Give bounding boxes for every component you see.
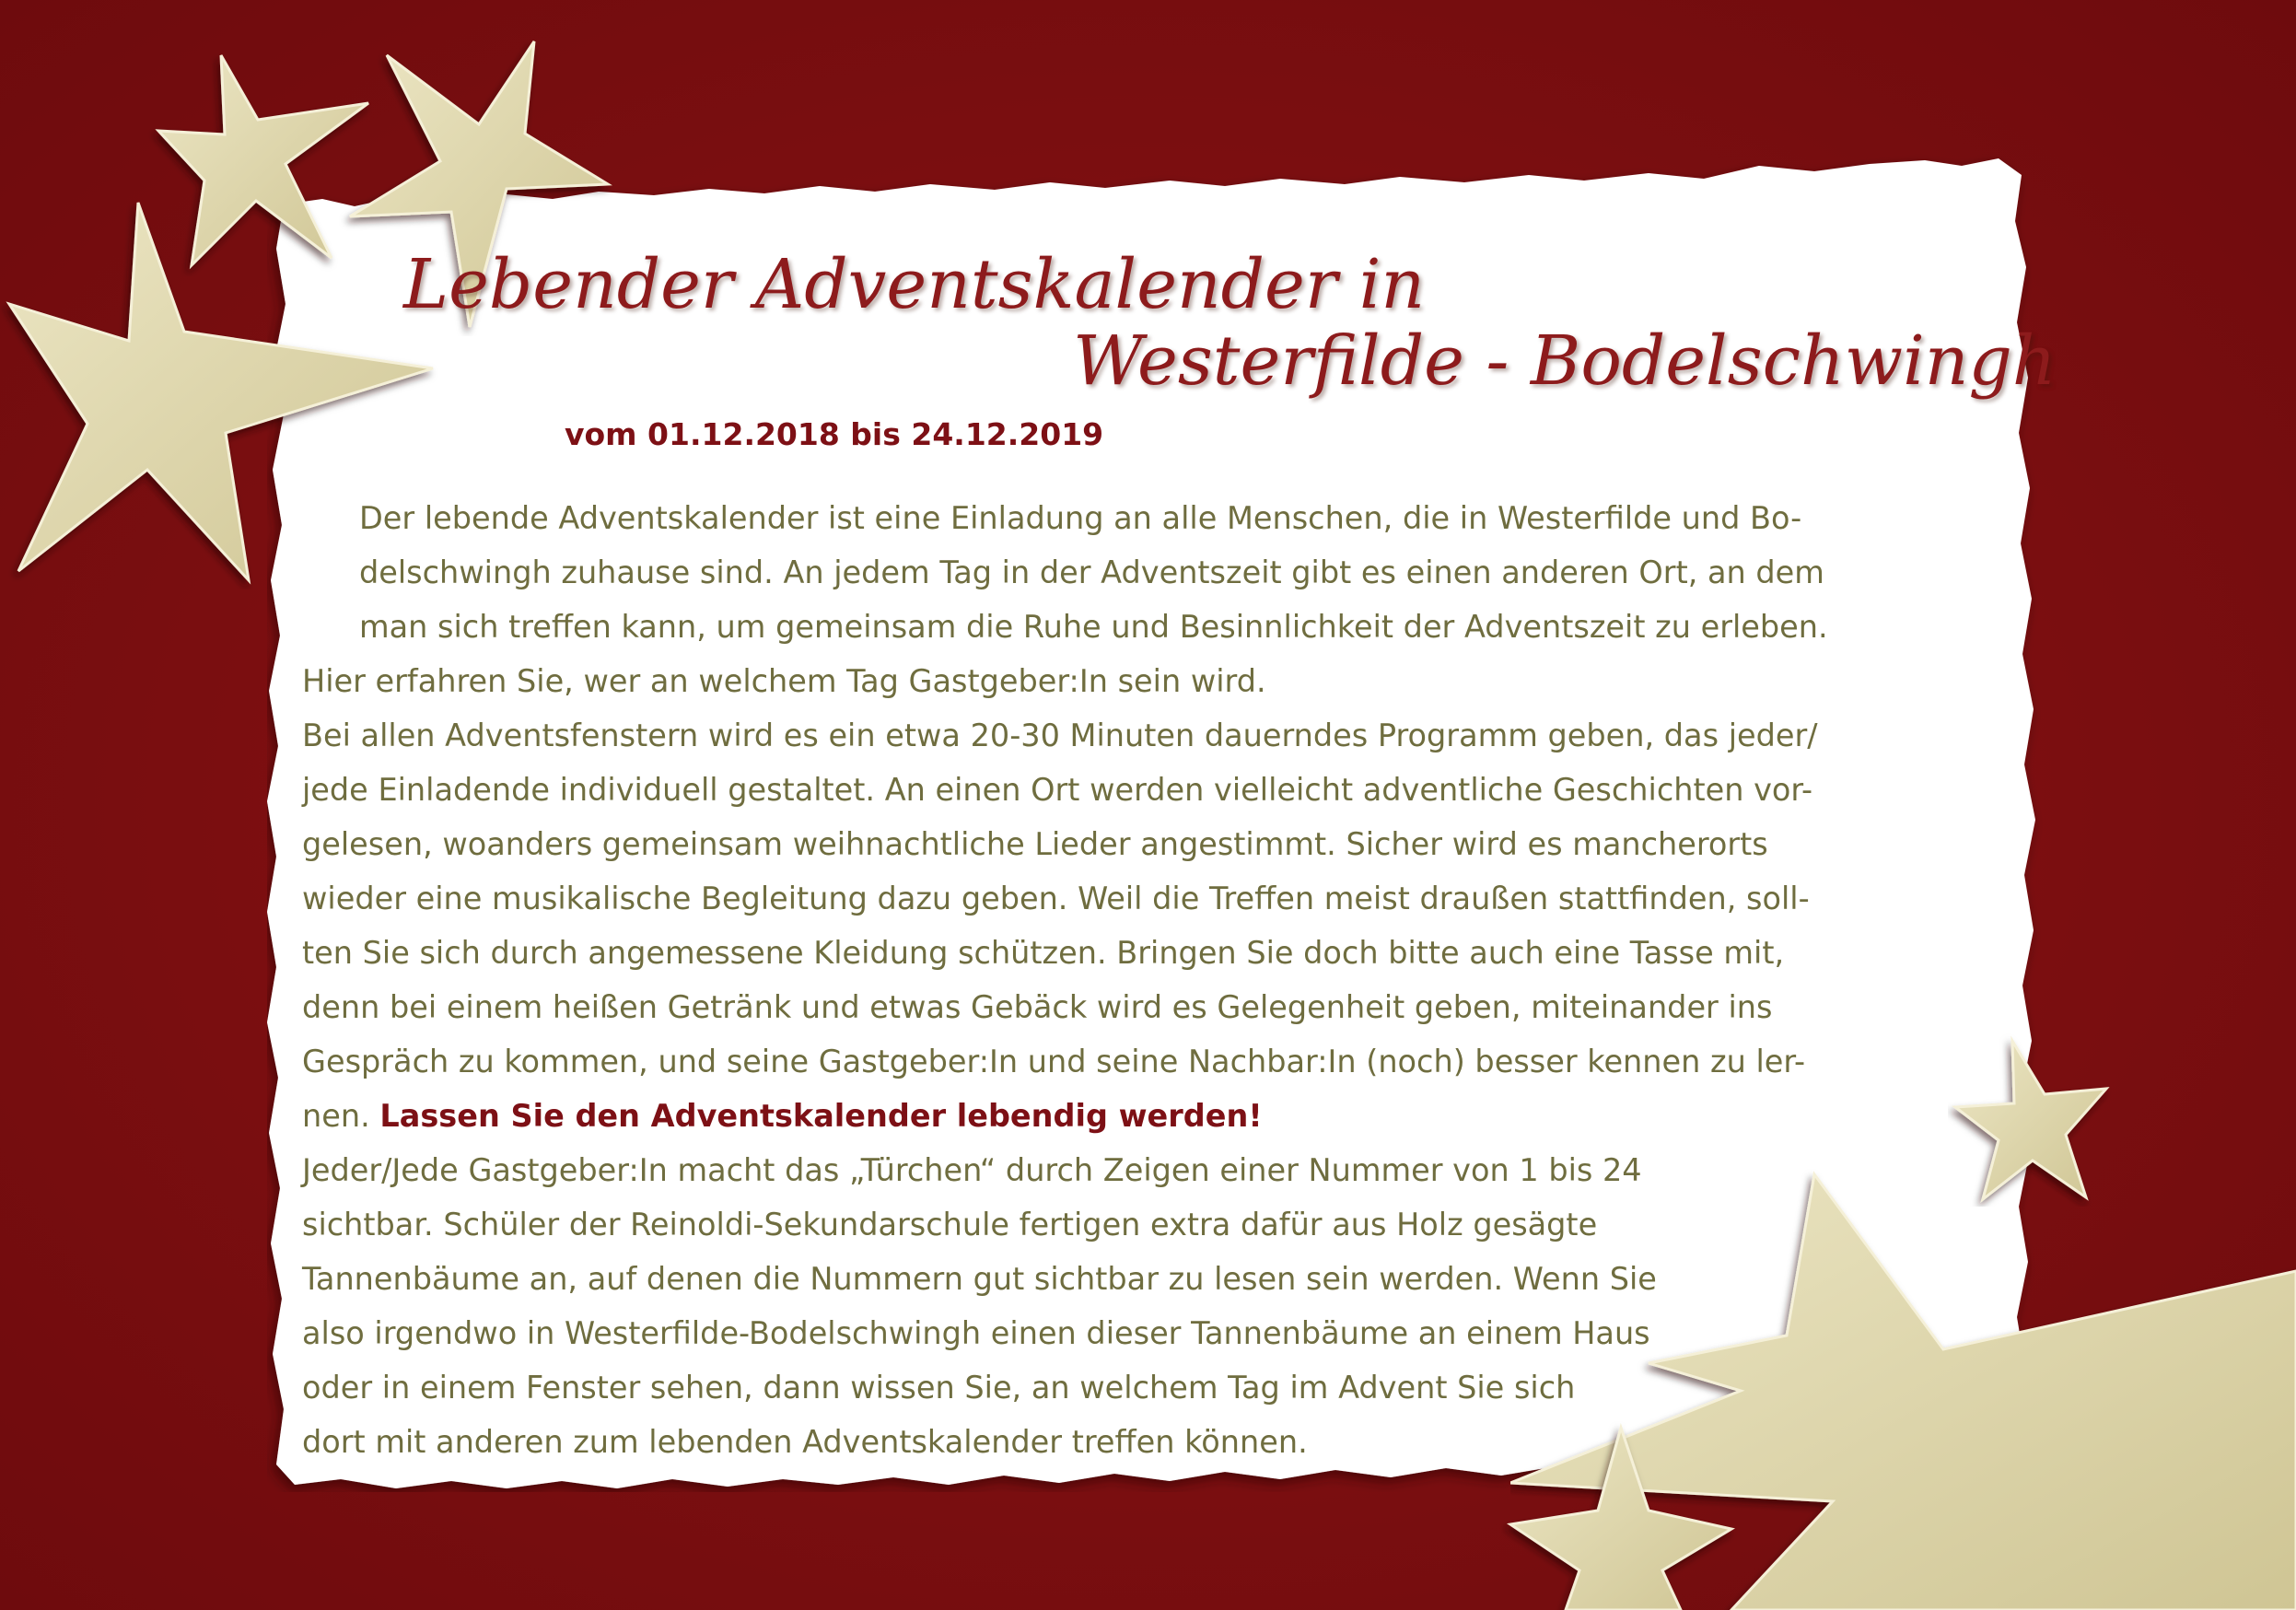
paragraph-line: denn bei einem heißen Getränk und etwas Gebäck wird es Gelegenheit geben, miteinander ins [302,989,1773,1025]
paragraph-line: oder in einem Fenster sehen, dann wissen Sie, an welchem Tag im Advent Sie sich [302,1370,1576,1406]
paragraph-line: Gespräch zu kommen, und seine Gastgeber:In und seine Nachbar:In (noch) besser kennen zu ler- [302,1044,1806,1079]
paragraph-line: Tannenbäume an, auf denen die Nummern gut sichtbar zu lesen sein werden. Wenn Sie [302,1261,1657,1297]
body-text [302,491,1987,1469]
paragraph-line: gelesen, woanders gemeinsam weihnachtliche Lieder angestimmt. Sicher wird es mancherorts [302,826,1768,862]
paragraph-line: also irgendwo in Westerfilde-Bodelschwingh einen dieser Tannenbäume an einem Haus [302,1315,1650,1351]
paragraph-line: Hier erfahren Sie, wer an welchem Tag Gastgeber:In sein wird. [302,663,1266,699]
highlight-line [302,1089,1987,1143]
title-line-1: Lebender Adventskalender in [403,245,1426,324]
title-line-2: Westerfilde - Bodelschwingh [1073,321,2057,401]
paragraph-line: wieder eine musikalische Begleitung dazu geben. Weil die Treffen meist draußen stattfinden, soll- [302,881,1810,916]
paragraph-line: Der lebende Adventskalender ist eine Einladung an alle Menschen, die in Westerfilde und Bo- [359,500,1802,536]
paragraph-line: sichtbar. Schüler der Reinoldi-Sekundarschule fertigen extra dafür aus Holz gesägte [302,1207,1598,1242]
highlight-prefix: nen. [302,1098,370,1134]
date-range: vom 01.12.2018 bis 24.12.2019 [565,416,1104,452]
paragraph-line: man sich treffen kann, um gemeinsam die Ruhe und Besinnlichkeit der Adventszeit zu erleben. [359,609,1828,645]
paragraph-line: dort mit anderen zum lebenden Adventskalender treffen können. [302,1424,1308,1460]
paragraph-line: jede Einladende individuell gestaltet. An einen Ort werden vielleicht adventliche Geschichten vor- [302,772,1813,808]
paragraph-line: Bei allen Adventsfenstern wird es ein etwa 20-30 Minuten dauerndes Programm geben, das jeder/ [302,718,1818,753]
paragraph-line: delschwingh zuhause sind. An jedem Tag in der Adventszeit gibt es einen anderen Ort, an dem [359,554,1824,590]
highlight-text: Lassen Sie den Adventskalender lebendig werden! [379,1098,1263,1134]
paragraph-line: ten Sie sich durch angemessene Kleidung schützen. Bringen Sie doch bitte auch eine Tasse mit, [302,935,1785,971]
paragraph-line: Jeder/Jede Gastgeber:In macht das „Türchen“ durch Zeigen einer Nummer von 1 bis 24 [302,1152,1642,1188]
